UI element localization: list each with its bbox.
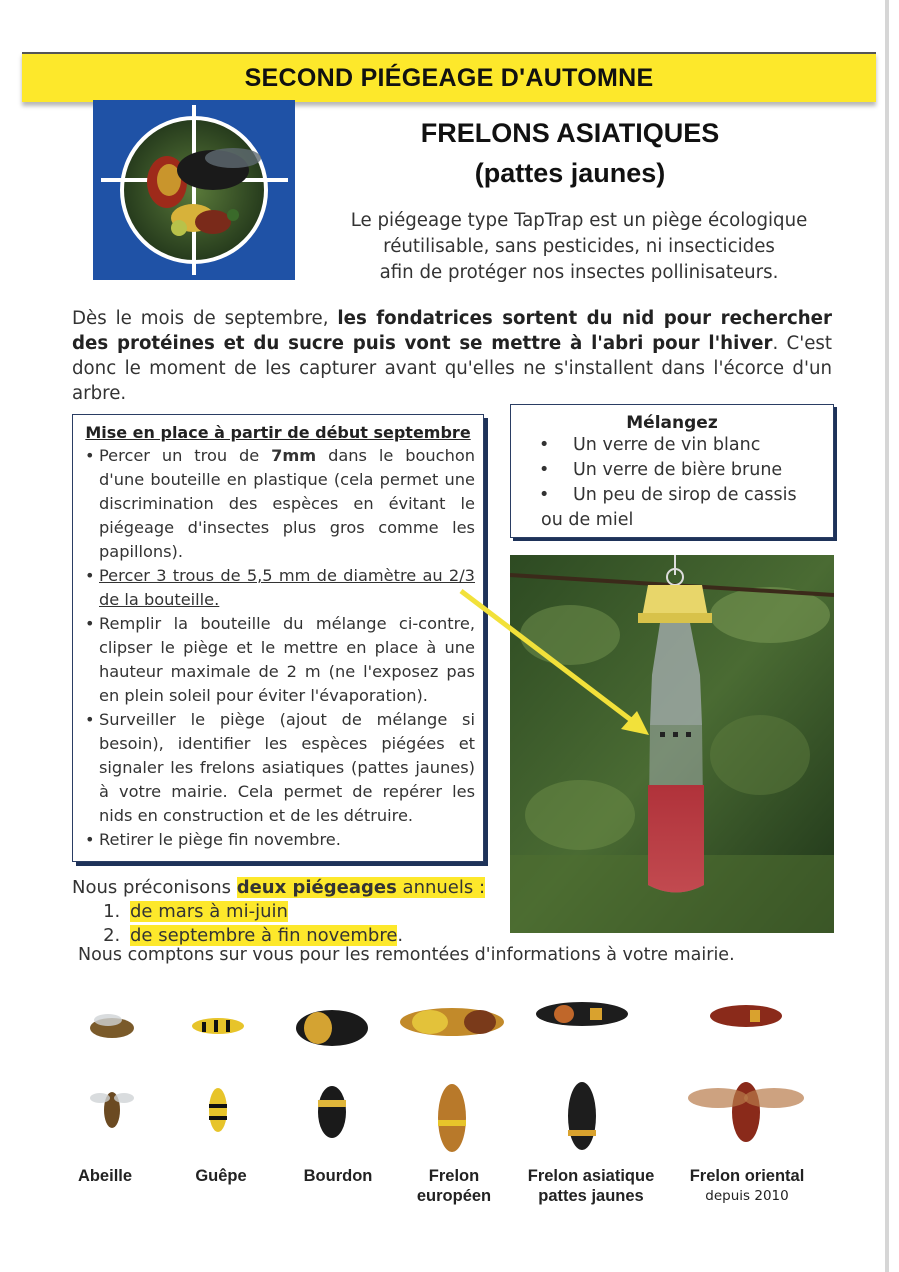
species-label: Guêpe	[195, 1167, 247, 1185]
banner-title: SECOND PIÉGEAGE D'AUTOMNE	[244, 63, 654, 92]
reco-suffix: annuels :	[396, 877, 486, 898]
arrow-icon	[455, 585, 655, 745]
species-label	[512, 1166, 670, 1206]
mix-tail: ou de miel	[541, 510, 634, 530]
asian-hornet-icon	[536, 1002, 628, 1150]
period-end: .	[397, 925, 404, 946]
banner	[22, 52, 876, 102]
species-label-line: Frelon	[428, 1167, 480, 1185]
mix-list	[511, 433, 833, 508]
paragraph-bold: les fondatrices sortent du nid pour rechercher des protéines et du sucre puis vont se mettre à l'abri pour l'hiver	[72, 308, 832, 354]
period-list	[72, 900, 512, 948]
paragraph-start: Dès le mois de septembre,	[72, 308, 338, 329]
page-title: FRELONS ASIATIQUES	[420, 118, 720, 148]
mix-item: • Un verre de vin blanc	[539, 433, 833, 458]
setup-text: Percer un trou de	[99, 446, 272, 465]
mix-heading: Mélangez	[626, 413, 718, 433]
insect-comparison	[60, 970, 840, 1160]
species-label	[400, 1166, 508, 1206]
bumblebee-icon	[296, 1010, 368, 1138]
species-label	[674, 1166, 820, 1206]
hornet-target-logo	[93, 100, 295, 280]
intro-line: afin de protéger nos insectes pollinisateurs.	[379, 262, 779, 283]
setup-text: Percer 3 trous de 5,5 mm de diamètre au 2/3 de la bouteille.	[99, 566, 475, 609]
setup-item: • Retirer le piège fin novembre.	[85, 828, 475, 852]
setup-list	[73, 444, 483, 852]
mix-item: • Un verre de bière brune	[539, 458, 833, 483]
mix-box	[510, 404, 834, 538]
reco-bold: deux piégeages	[236, 877, 397, 898]
page-edge	[885, 0, 889, 1272]
species-label-line: Frelon asiatique	[527, 1167, 655, 1185]
page-subtitle: (pattes jaunes)	[474, 158, 666, 188]
crosshair-icon	[93, 100, 295, 280]
setup-item: • Remplir la bouteille du mélange ci-contre, clipser le piège et le mettre en place à une hauteur maximale de 2 m (ne l'exposez pas en plein soleil pour éviter l'évaporation).	[85, 612, 475, 708]
species-label-line: Frelon oriental	[689, 1167, 805, 1185]
period-item	[126, 900, 512, 924]
oriental-hornet-icon	[688, 1005, 804, 1142]
species-note: depuis 2010	[705, 1188, 789, 1204]
period-text: de septembre à fin novembre	[130, 925, 398, 946]
intro-line: Le piégeage type TapTrap est un piège écologique	[350, 210, 808, 231]
species-label-line: pattes jaunes	[538, 1187, 644, 1205]
european-hornet-icon	[400, 1008, 504, 1152]
period-text: de mars à mi-juin	[130, 901, 288, 922]
intro-text	[318, 208, 840, 286]
species-label: Abeille	[77, 1167, 133, 1185]
reco-text: Nous préconisons	[72, 877, 237, 898]
main-paragraph	[72, 306, 832, 406]
closing-text: Nous comptons sur vous pour les remontées d'informations à votre mairie.	[78, 945, 735, 965]
setup-text: dans le bouchon d'une bouteille en plastique (cela permet une discrimination des espèces en évitant le piégeage d'insectes plus gros comme les papillons).	[99, 446, 475, 561]
bee-icon	[90, 1014, 134, 1128]
species-label: Bourdon	[303, 1167, 373, 1185]
recommendation-intro	[72, 876, 512, 900]
recommendation	[72, 876, 512, 948]
setup-heading: Mise en place à partir de début septembre	[85, 423, 471, 442]
intro-line: réutilisable, sans pesticides, ni insecticides	[383, 236, 775, 257]
setup-instructions-box	[72, 414, 484, 862]
species-label-line: européen	[416, 1187, 492, 1205]
wasp-icon	[192, 1018, 244, 1132]
paragraph-end: . C'est donc le moment de les capturer avant qu'elles ne s'installent dans l'écorce d'un arbre.	[72, 333, 833, 404]
setup-item	[85, 564, 475, 612]
mix-item: • Un peu de sirop de cassis	[539, 483, 833, 508]
setup-item: • Surveiller le piège (ajout de mélange si besoin), identifier les espèces piégées et signaler les frelons asiatiques (pattes jaunes) à votre mairie. Cela permet de repérer les nids en construction et de les détruire.	[85, 708, 475, 828]
setup-item	[85, 444, 475, 564]
setup-bold: 7mm	[271, 446, 317, 465]
